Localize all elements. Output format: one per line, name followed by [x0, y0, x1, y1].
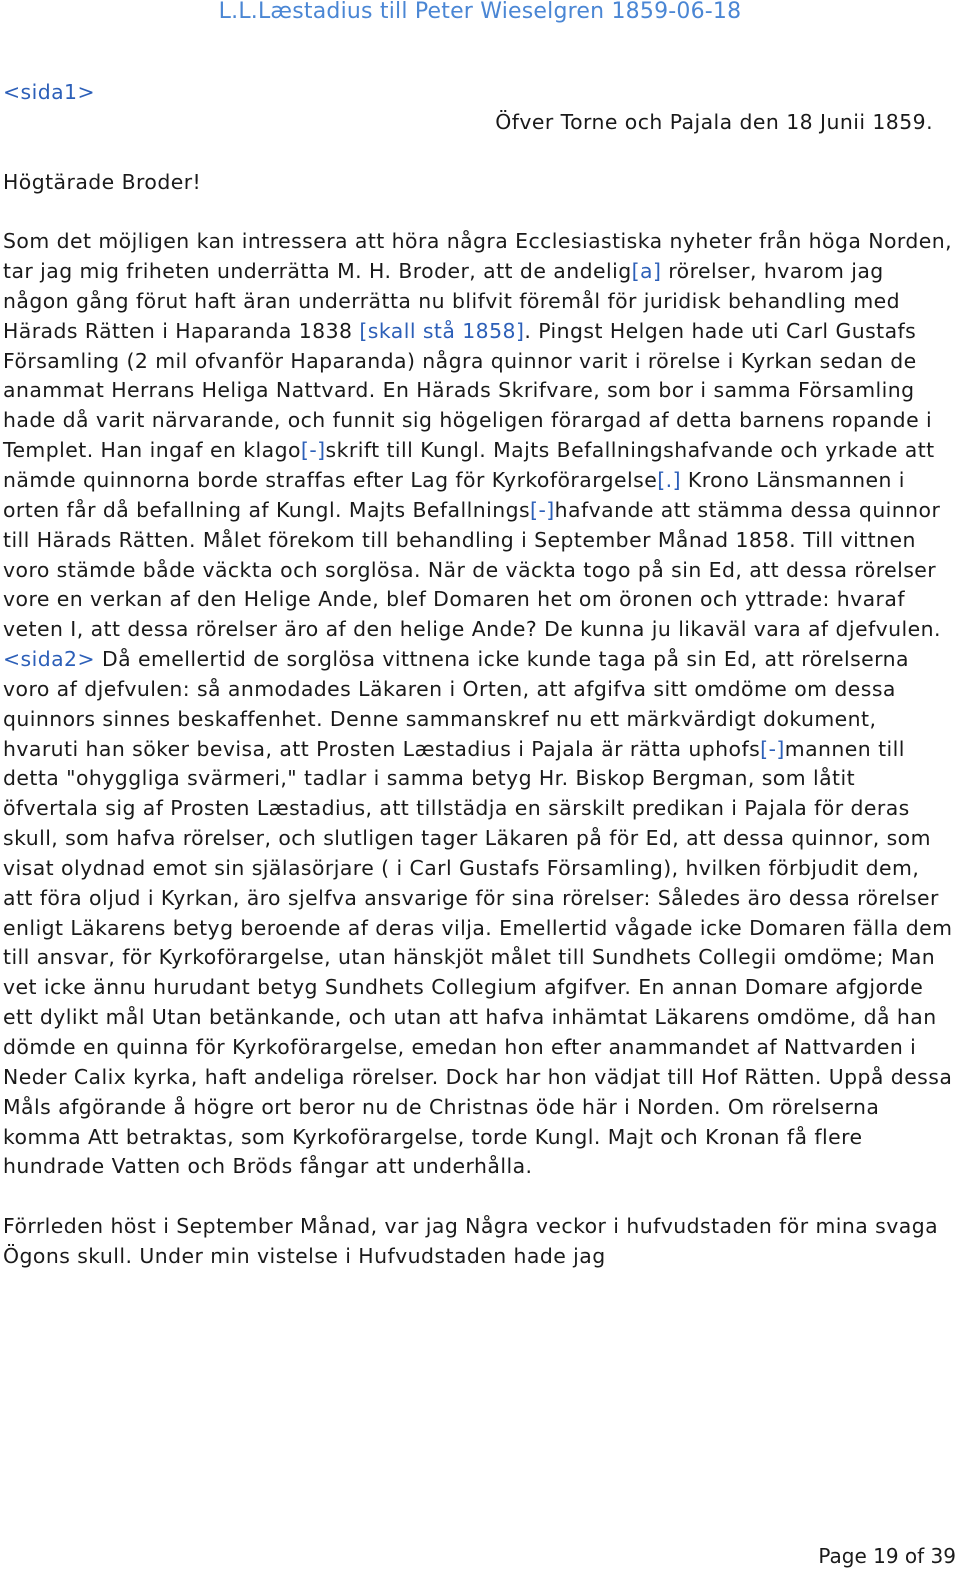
paragraph-text: rörelser, hvarom jag någon gång förut haft äran underrätta nu blifvit föremål för juridisk behandling med Härads Rätten i Haparanda 1838	[3, 259, 901, 343]
paragraph-text: Som det möjligen kan intressera att höra några Ecclesiastiska nyheter från höga Norden, tar jag mig friheten underrätta M. H. Broder, att de andelig	[3, 229, 953, 284]
paragraph-text: Krono Länsmannen i orten får då befallning af Kungl. Majts Befallnings	[3, 467, 905, 522]
page-number: Page 19 of 39	[818, 1544, 956, 1568]
paragraph-text: . Pingst Helgen hade uti Carl Gustafs Församling (2 mil ofvanför Haparanda) några quinnor varit i rörelse i Kyrkan sedan de anammat Herrans Heliga Nattvard. En Härads Skrifvare, som bor i samma Församling hade då varit närvarande, och funnit sig högeligen förargad af detta barnens ropande i Templet. Han ingaf en klago	[3, 318, 933, 463]
page-marker-1-text: <sida1>	[3, 80, 96, 104]
paragraph-1	[3, 227, 955, 1182]
paragraph-text: hafvande att stämma dessa quinnor till Härads Rätten. Målet förekom till behandling i September Månad 1858. Till vittnen voro stämde både väckta och sorglösa. När de väckta togo på sin Ed, att dessa rörelser vore en verkan af den Helige Ande, blef Domaren het om öronen och yttrade: hvaraf veten I, att dessa rörelser äro af den helige Ande? De kunna ju likaväl vara af djefvulen.	[3, 497, 941, 642]
paragraph-text: skrift till Kungl. Majts Befallningshafvande och yrkade att nämde quinnorna borde straffas efter Lag för Kyrkoförargelse	[3, 438, 935, 492]
editorial-note: [.]	[657, 467, 681, 492]
editorial-note: [-]	[300, 438, 326, 463]
paragraph-text: Då emellertid de sorglösa vittnena icke kunde taga på sin Ed, att rörelserna voro af djefvulen: så anmodades Läkaren i Orten, att afgifva sitt omdöme om dessa quinnors sinnes beskaffenhet. Denne sammanskref nu ett märkvärdigt dokument, hvaruti han söker bevisa, att Prosten Læstadius i Pajala är rätta uphofs	[3, 647, 909, 761]
editorial-note: [skall stå 1858]	[359, 318, 525, 343]
document-title: L.L.Læstadius till Peter Wieselgren 1859-06-18	[218, 0, 742, 24]
editorial-note: [-]	[760, 736, 785, 761]
page-marker-2: <sida2>	[3, 647, 96, 672]
page-marker-1	[3, 78, 955, 108]
paragraph-2: Förrleden höst i September Månad, var jag Några veckor i hufvudstaden för mina svaga Ögons skull. Under min vistelse i Hufvudstaden hade jag	[3, 1214, 939, 1268]
dateline: Öfver Torne och Pajala den 18 Junii 1859.	[495, 109, 933, 134]
editorial-note: [-]	[530, 497, 555, 522]
editorial-note: [a]	[631, 259, 662, 284]
paragraph-text: mannen till detta "ohyggliga svärmeri," tadlar i samma betyg Hr. Biskop Bergman, som låtit öfvertala sig af Prosten Læstadius, att tillstädja en särskilt predikan i Pajala för deras skull, som hafva rörelser, och slutligen tager Läkaren på för Ed, att dessa quinnor, som visat olydnad emot sin själasörjare ( i Carl Gustafs Församling), hvilken förbjudit dem, att föra oljud i Kyrkan, äro sjelfva ansvarige för sina rörelser: Således äro dessa rörelser enligt Läkarens betyg beroende af deras vilja. Emellertid vågade icke Domaren fälla dem till ansvar, för Kyrkoförargelse, utan hänskjöt målet till Sundhets Collegii omdöme; Man vet icke ännu hurudant betyg Sundhets Collegium afgifver. En annan Domare afgjorde ett dylikt mål Utan betänkande, och utan att hafva inhämtat Läkarens omdöme, då han dömde en quinna för Kyrkoförargelse, emedan hon efter anammandet af Nattvarden i Neder Calix kyrka, haft andeliga rörelser. Dock har hon vädjat till Hof Rätten. Uppå dessa Måls afgörande å högre ort beror nu de Christnas öde här i Norden. Om rörelserna komma Att betraktas, som Kyrkoförargelse, torde Kungl. Majt och Kronan få flere hundrade Vatten och Bröds fångar att underhålla.	[3, 736, 953, 1179]
salutation: Högtärade Broder!	[3, 169, 202, 194]
letter-body	[3, 78, 955, 1272]
